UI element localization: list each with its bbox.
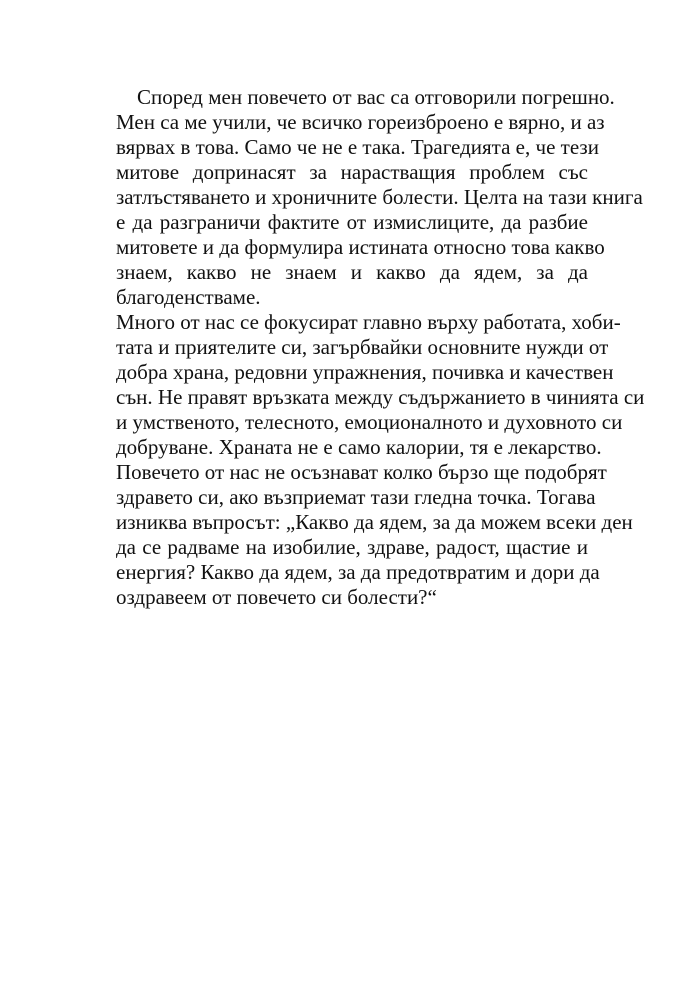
text-line: митове допринасят за нарастващия проблем със: [116, 160, 588, 184]
text-line: вярвах в това. Само че не е така. Трагедията е, че тези: [116, 135, 599, 159]
paragraph-1: [116, 85, 643, 310]
text-line: енергия? Какво да ядем, за да предотвратим и дори да: [116, 560, 600, 584]
text-line: оздравеем от повечето си болести?“: [116, 585, 437, 609]
text-line: е да разграничи фактите от измислиците, да разбие: [116, 210, 588, 234]
text-line: добруване. Храната не е само калории, тя е лекарство.: [116, 435, 602, 459]
text-line: да се радваме на изобилие, здраве, радост, щастие и: [116, 535, 588, 559]
text-line: Много от нас се фокусират главно върху работата, хоби-: [116, 310, 621, 334]
paragraph-2: [116, 310, 645, 610]
text-line: здравето си, ако възприемат тази гледна точка. Тогава: [116, 485, 596, 509]
text-line: благоденстваме.: [116, 285, 261, 309]
text-line: сън. Не правят връзката между съдържанието в чинията си: [116, 385, 645, 409]
text-line: затлъстяването и хроничните болести. Целта на тази книга: [116, 185, 643, 209]
text-line: изниква въпросът: „Какво да ядем, за да можем всеки ден: [116, 510, 633, 534]
text-line: добра храна, редовни упражнения, почивка и качествен: [116, 360, 614, 384]
text-line: митовете и да формулира истината относно това какво: [116, 235, 605, 259]
text-line: Повечето от нас не осъзнават колко бързо ще подобрят: [116, 460, 607, 484]
text-line: Мен са ме учили, че всичко гореизброено е вярно, и аз: [116, 110, 605, 134]
text-line: тата и приятелите си, загърбвайки основните нужди от: [116, 335, 609, 359]
text-line: знаем, какво не знаем и какво да ядем, за да: [116, 260, 588, 284]
text-line: и умственото, телесното, емоционалното и духовното си: [116, 410, 623, 434]
text-line: Според мен повечето от вас са отговорили погрешно.: [116, 85, 615, 109]
body-text: [116, 85, 645, 610]
